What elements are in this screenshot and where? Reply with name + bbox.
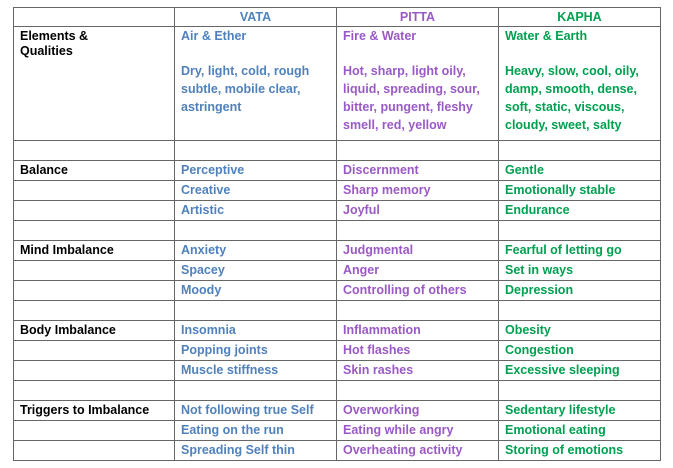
header-pitta: PITTA	[337, 8, 499, 27]
pitta-cell: Hot flashes	[337, 341, 499, 361]
dosha-table-container	[13, 7, 661, 461]
vata-cell: Artistic	[175, 201, 337, 221]
pitta-cell: Eating while angry	[337, 421, 499, 441]
section-label-empty	[14, 201, 175, 221]
kapha-cell: Gentle	[499, 161, 661, 181]
pitta-cell: Inflammation	[337, 321, 499, 341]
header-vata: VATA	[175, 8, 337, 27]
kapha-cell: Emotionally stable	[499, 181, 661, 201]
kapha-elements-cell	[499, 27, 661, 141]
spacer-cell	[175, 221, 337, 241]
header-row	[14, 8, 661, 27]
spacer-cell	[337, 221, 499, 241]
spacer-cell	[14, 301, 175, 321]
vata-cell: Eating on the run	[175, 421, 337, 441]
pitta-cell: Anger	[337, 261, 499, 281]
table-row	[14, 281, 661, 301]
vata-cell: Creative	[175, 181, 337, 201]
spacer-row	[14, 381, 661, 401]
spacer-row	[14, 141, 661, 161]
kapha-cell: Fearful of letting go	[499, 241, 661, 261]
table-row	[14, 401, 661, 421]
spacer-cell	[14, 141, 175, 161]
vata-cell: Popping joints	[175, 341, 337, 361]
spacer-cell	[499, 141, 661, 161]
vata-qualities: Dry, light, cold, rough subtle, mobile clear, astringent	[181, 64, 310, 114]
section-label-empty	[14, 421, 175, 441]
elements-row	[14, 27, 661, 141]
vata-element: Air & Ether	[181, 29, 247, 43]
vata-cell: Spacey	[175, 261, 337, 281]
table-row	[14, 241, 661, 261]
spacer-cell	[337, 141, 499, 161]
section-label: Body Imbalance	[14, 321, 175, 341]
spacer-cell	[14, 221, 175, 241]
header-corner-cell	[14, 8, 175, 27]
spacer-cell	[499, 301, 661, 321]
table-row	[14, 441, 661, 461]
vata-cell: Insomnia	[175, 321, 337, 341]
kapha-cell: Obesity	[499, 321, 661, 341]
pitta-cell: Overworking	[337, 401, 499, 421]
vata-cell: Not following true Self	[175, 401, 337, 421]
table-row	[14, 341, 661, 361]
elements-label	[14, 27, 175, 141]
pitta-elements-cell	[337, 27, 499, 141]
spacer-row	[14, 301, 661, 321]
vata-cell: Moody	[175, 281, 337, 301]
pitta-element: Fire & Water	[343, 29, 417, 43]
spacer-cell	[175, 301, 337, 321]
table-row	[14, 261, 661, 281]
spacer-cell	[499, 381, 661, 401]
pitta-cell: Skin rashes	[337, 361, 499, 381]
header-kapha: KAPHA	[499, 8, 661, 27]
kapha-element: Water & Earth	[505, 29, 588, 43]
kapha-cell: Excessive sleeping	[499, 361, 661, 381]
section-label-empty	[14, 361, 175, 381]
kapha-cell: Endurance	[499, 201, 661, 221]
section-label-empty	[14, 281, 175, 301]
section-label-empty	[14, 341, 175, 361]
dosha-table	[13, 7, 661, 461]
pitta-cell: Discernment	[337, 161, 499, 181]
vata-elements-cell	[175, 27, 337, 141]
kapha-cell: Storing of emotions	[499, 441, 661, 461]
spacer-cell	[175, 381, 337, 401]
vata-cell: Perceptive	[175, 161, 337, 181]
kapha-cell: Set in ways	[499, 261, 661, 281]
section-label-empty	[14, 261, 175, 281]
table-row	[14, 421, 661, 441]
pitta-cell: Joyful	[337, 201, 499, 221]
spacer-cell	[499, 221, 661, 241]
spacer-cell	[337, 381, 499, 401]
pitta-qualities: Hot, sharp, light oily, liquid, spreading, sour, bitter, pungent, fleshy smell, red, yellow	[343, 64, 480, 132]
section-label: Triggers to Imbalance	[14, 401, 175, 421]
vata-cell: Anxiety	[175, 241, 337, 261]
table-row	[14, 321, 661, 341]
section-label: Balance	[14, 161, 175, 181]
table-row	[14, 201, 661, 221]
kapha-cell: Depression	[499, 281, 661, 301]
pitta-cell: Sharp memory	[337, 181, 499, 201]
section-label-empty	[14, 441, 175, 461]
vata-cell: Muscle stiffness	[175, 361, 337, 381]
spacer-cell	[175, 141, 337, 161]
kapha-cell: Sedentary lifestyle	[499, 401, 661, 421]
spacer-cell	[337, 301, 499, 321]
kapha-cell: Congestion	[499, 341, 661, 361]
kapha-cell: Emotional eating	[499, 421, 661, 441]
table-row	[14, 361, 661, 381]
table-row	[14, 181, 661, 201]
spacer-row	[14, 221, 661, 241]
kapha-qualities: Heavy, slow, cool, oily, damp, smooth, dense, soft, static, viscous, cloudy, sweet, salty	[505, 64, 639, 132]
pitta-cell: Judgmental	[337, 241, 499, 261]
vata-cell: Spreading Self thin	[175, 441, 337, 461]
pitta-cell: Controlling of others	[337, 281, 499, 301]
pitta-cell: Overheating activity	[337, 441, 499, 461]
elements-label-text: Elements & Qualities	[20, 29, 89, 58]
table-row	[14, 161, 661, 181]
section-label-empty	[14, 181, 175, 201]
section-label: Mind Imbalance	[14, 241, 175, 261]
spacer-cell	[14, 381, 175, 401]
